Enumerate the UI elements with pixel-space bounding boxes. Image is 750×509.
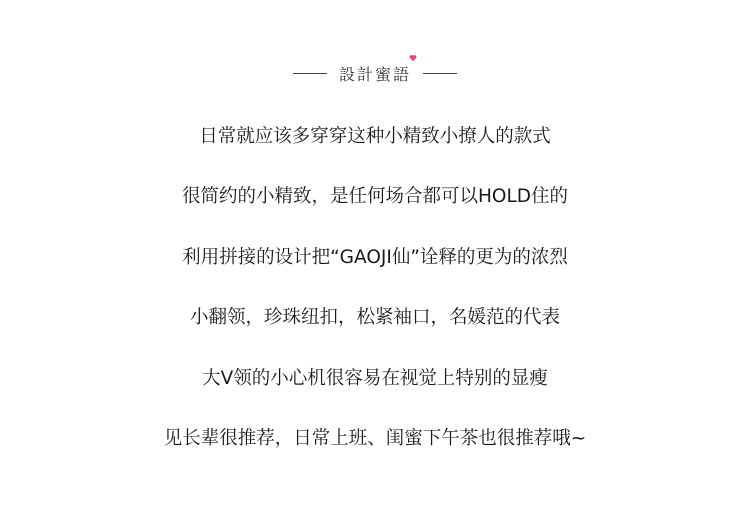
description-line-3: 利用拼接的设计把“GAOJI仙”诠释的更为的浓烈 xyxy=(182,247,568,268)
section-header xyxy=(0,60,750,86)
header-right-rule xyxy=(423,73,457,74)
header-title-wrap xyxy=(339,62,411,85)
description-line-1: 日常就应该多穿穿这种小精致小撩人的款式 xyxy=(199,126,551,147)
description-line-5: 大V领的小心机很容易在视觉上特别的显瘦 xyxy=(202,368,548,389)
header-title: 設計蜜語 xyxy=(338,64,411,84)
heart-icon xyxy=(409,54,417,62)
description-line-6: 见长辈很推荐，日常上班、闺蜜下午茶也很推荐哦~ xyxy=(163,428,587,449)
description-line-2: 很简约的小精致，是任何场合都可以HOLD住的 xyxy=(181,186,569,207)
header-left-rule xyxy=(293,73,327,74)
description-line-4: 小翻领，珍珠纽扣，松紧袖口，名媛范的代表 xyxy=(189,307,560,328)
